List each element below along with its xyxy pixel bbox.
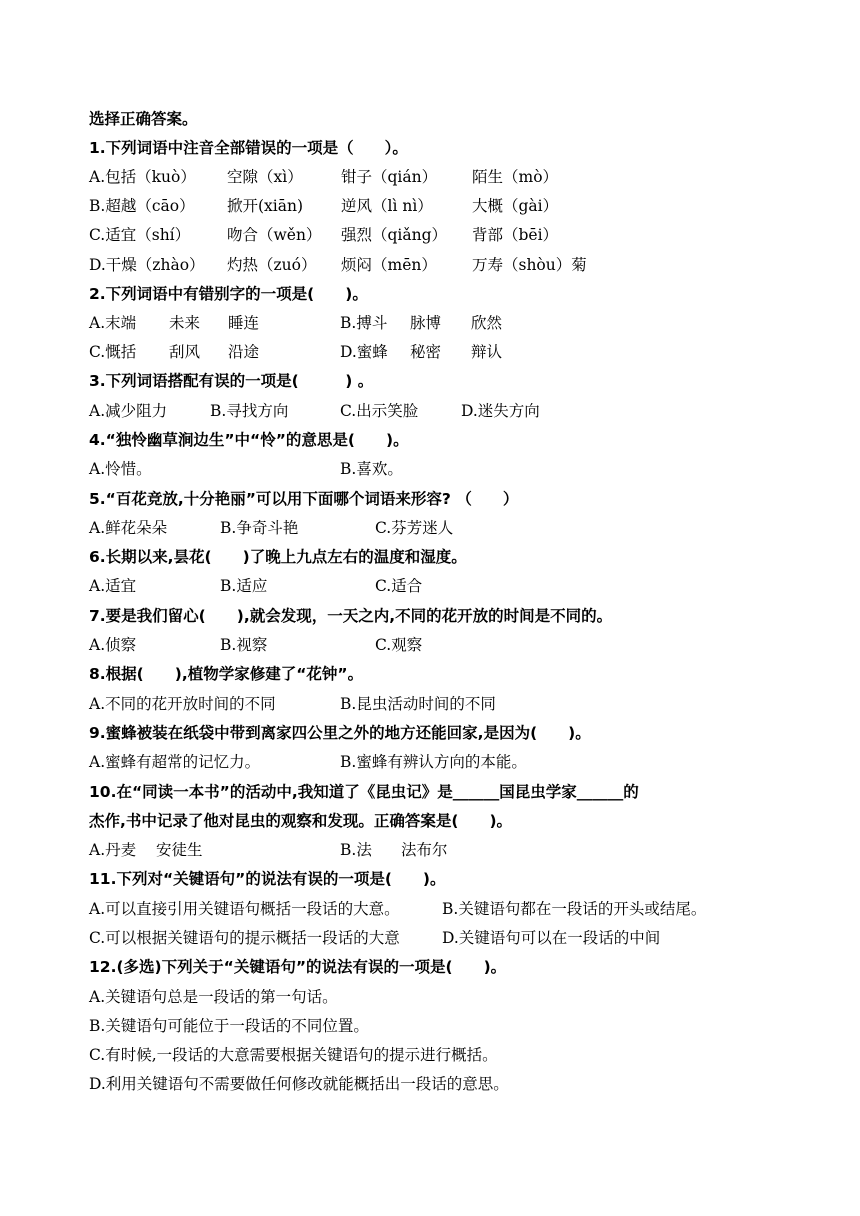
q11-option-b: B.关键语句都在一段话的开头或结尾。 bbox=[442, 900, 707, 918]
q5-option-a: A.鲜花朵朵 bbox=[89, 519, 168, 537]
q3-stem: 3.下列词语搭配有误的一项是( ) 。 bbox=[89, 372, 374, 390]
q1-d-3: 烦闷（mēn） bbox=[341, 256, 437, 274]
q11-option-d: D.关键语句可以在一段话的中间 bbox=[442, 929, 661, 947]
q8-option-a: A.不同的花开放时间的不同 bbox=[89, 695, 276, 713]
q2-ab-3: 睡连 bbox=[228, 314, 260, 332]
q10-option-b-country: B.法 bbox=[340, 841, 372, 859]
q9-stem: 9.蜜蜂被装在纸袋中带到离家四公里之外的地方还能回家,是因为( )。 bbox=[89, 724, 591, 742]
q5-option-c: C.芬芳迷人 bbox=[375, 519, 454, 537]
q1-b-2: 掀开(xiān) bbox=[227, 197, 304, 215]
q1-d-1: D.干燥（zhào） bbox=[89, 256, 205, 274]
q1-b-4: 大概（gài） bbox=[472, 197, 559, 215]
q2-ab-2: 未来 bbox=[169, 314, 201, 332]
q6-option-a: A.适宜 bbox=[89, 577, 137, 595]
q2-cd-2: 刮风 bbox=[169, 343, 201, 361]
q12-stem: 12.(多选)下列关于“关键语句”的说法有误的一项是( )。 bbox=[89, 958, 507, 976]
q12-option-a: A.关键语句总是一段话的第一句话。 bbox=[89, 988, 338, 1006]
q11-stem: 11.下列对“关键语句”的说法有误的一项是( )。 bbox=[89, 870, 446, 888]
q1-b-1: B.超越（cāo） bbox=[89, 197, 195, 215]
q7-option-c: C.观察 bbox=[375, 636, 423, 654]
q1-a-4: 陌生（mò） bbox=[472, 168, 559, 186]
q7-option-a: A.侦察 bbox=[89, 636, 137, 654]
q10-stem-line-1: 10.在“同读一本书”的活动中,我知道了《昆虫记》是______国昆虫学家______的 bbox=[89, 783, 639, 801]
q4-stem: 4.“独怜幽草涧边生”中“怜”的意思是( )。 bbox=[89, 431, 409, 449]
q2-cd-4: D.蜜蜂 bbox=[340, 343, 388, 361]
q1-a-1: A.包括（kuò） bbox=[89, 168, 196, 186]
q5-option-b: B.争奇斗艳 bbox=[220, 519, 299, 537]
q2-ab-5: 脉博 bbox=[410, 314, 442, 332]
q2-ab-1: A.末端 bbox=[89, 314, 137, 332]
q3-option-d: D.迷失方向 bbox=[461, 402, 540, 420]
q12-option-d: D.利用关键语句不需要做任何修改就能概括出一段话的意思。 bbox=[89, 1075, 509, 1093]
q11-option-a: A.可以直接引用关键语句概括一段话的大意。 bbox=[89, 900, 400, 918]
q5-stem: 5.“百花竞放,十分艳丽”可以用下面哪个词语来形容? （ ） bbox=[89, 490, 519, 508]
q3-option-a: A.减少阻力 bbox=[89, 402, 168, 420]
q11-option-c: C.可以根据关键语句的提示概括一段话的大意 bbox=[89, 929, 400, 947]
q1-d-2: 灼热（zuó） bbox=[227, 256, 317, 274]
q3-option-c: C.出示笑脸 bbox=[340, 402, 419, 420]
q9-option-a: A.蜜蜂有超常的记忆力。 bbox=[89, 753, 261, 771]
q1-c-3: 强烈（qiǎng） bbox=[341, 226, 448, 244]
q9-option-b: B.蜜蜂有辨认方向的本能。 bbox=[340, 753, 527, 771]
q1-c-1: C.适宜（shí） bbox=[89, 226, 191, 244]
section-title: 选择正确答案。 bbox=[89, 110, 198, 128]
q2-ab-6: 欣然 bbox=[471, 314, 503, 332]
q1-a-3: 钳子（qián） bbox=[341, 168, 438, 186]
q8-option-b: B.昆虫活动时间的不同 bbox=[340, 695, 496, 713]
q3-option-b: B.寻找方向 bbox=[210, 402, 289, 420]
q1-c-2: 吻合（wěn） bbox=[227, 226, 322, 244]
q10-option-a-author: 安徒生 bbox=[156, 841, 203, 859]
q12-option-c: C.有时候,一段话的大意需要根据关键语句的提示进行概括。 bbox=[89, 1046, 498, 1064]
q7-stem: 7.要是我们留心( ),就会发现，一天之内,不同的花开放的时间是不同的。 bbox=[89, 607, 613, 625]
q2-ab-4: B.搏斗 bbox=[340, 314, 388, 332]
q1-d-4: 万寿（shòu）菊 bbox=[472, 256, 587, 274]
q8-stem: 8.根据( ),植物学家修建了“花钟”。 bbox=[89, 665, 364, 683]
q2-cd-6: 辩认 bbox=[471, 343, 503, 361]
q7-option-b: B.视察 bbox=[220, 636, 268, 654]
q4-option-a: A.怜惜。 bbox=[89, 460, 152, 478]
q6-stem: 6.长期以来,昙花( )了晚上九点左右的温度和湿度。 bbox=[89, 548, 467, 566]
q4-option-b: B.喜欢。 bbox=[340, 460, 403, 478]
q12-option-b: B.关键语句可能位于一段话的不同位置。 bbox=[89, 1017, 369, 1035]
q10-option-b-author: 法布尔 bbox=[401, 841, 448, 859]
q10-option-a-country: A.丹麦 bbox=[89, 841, 137, 859]
q1-c-4: 背部（bēi） bbox=[472, 226, 559, 244]
q2-cd-3: 沿途 bbox=[228, 343, 260, 361]
q6-option-b: B.适应 bbox=[220, 577, 268, 595]
q10-stem-line-2: 杰作,书中记录了他对昆虫的观察和发现。正确答案是( )。 bbox=[89, 812, 513, 830]
q1-b-3: 逆风（lì nì） bbox=[341, 197, 433, 215]
q2-stem: 2.下列词语中有错别字的一项是( )。 bbox=[89, 285, 368, 303]
q1-a-2: 空隙（xì） bbox=[227, 168, 303, 186]
q2-cd-5: 秘密 bbox=[410, 343, 442, 361]
q2-cd-1: C.慨括 bbox=[89, 343, 137, 361]
q1-stem: 1.下列词语中注音全部错误的一项是（ ）。 bbox=[89, 139, 408, 157]
q6-option-c: C.适合 bbox=[375, 577, 423, 595]
